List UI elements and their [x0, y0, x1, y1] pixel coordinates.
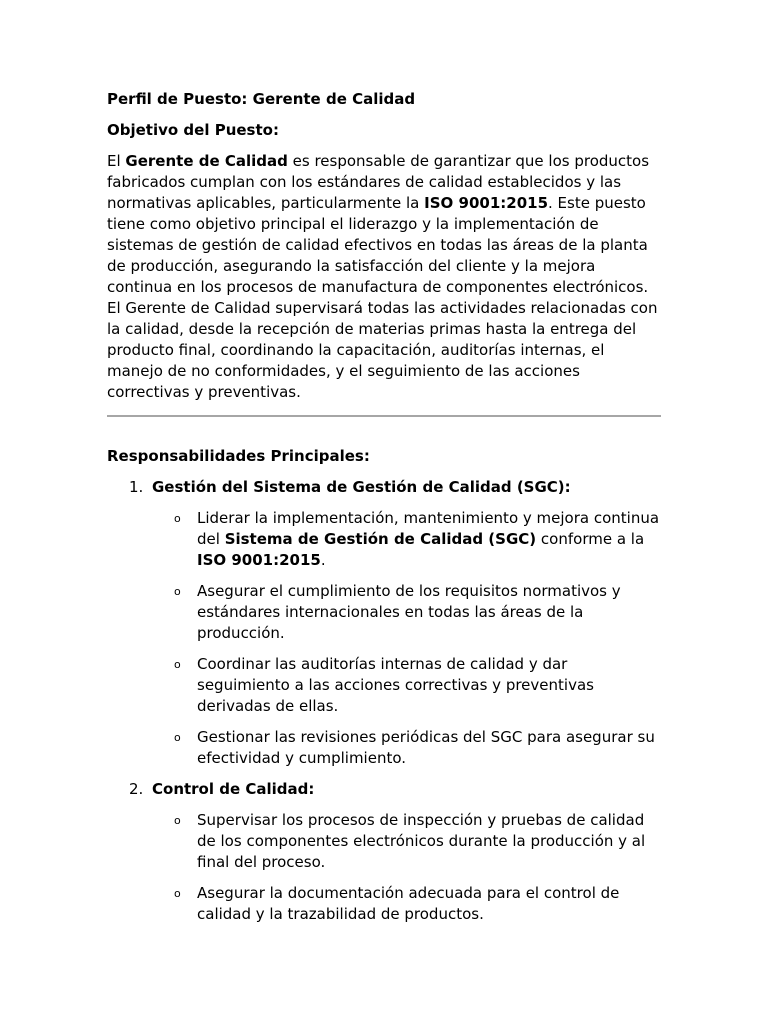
objective-heading: Objetivo del Puesto: — [107, 121, 279, 139]
bullet-marker: o — [174, 658, 181, 671]
item-text: Coordinar las auditorías internas de calidad y dar seguimiento a las acciones correctivas y preventivas derivadas de ellas. — [197, 655, 594, 715]
item-text: Asegurar la documentación adecuada para el control de calidad y la trazabilidad de productos. — [197, 884, 620, 923]
bullet-list — [107, 508, 663, 769]
section-number: 1. — [129, 478, 144, 496]
document-body — [107, 89, 663, 935]
objective-paragraph — [107, 151, 663, 403]
objective-text-2: es responsable de garantizar que los productos fabricados cumplan con los estándares de calidad establecidos y las normativas aplicables, particularmente la — [107, 152, 650, 212]
objective-text-3: . Este puesto tiene como objetivo principal el liderazgo y la implementación de sistemas de gestión de calidad efectivos en todas las áreas de la planta de producción, asegurando la satisfacción del cliente y la mejora continua en los procesos de manufactura de componentes electrónicos. El Gerente de Calidad supervisará todas las actividades relacionadas con la calidad, desde la recepción de materias primas hasta la entrega del producto final, coordinando la capacitación, auditorías internas, el manejo de no conformidades, y el seguimiento de las acciones correctivas y preventivas. — [107, 194, 658, 401]
item-text: Gestionar las revisiones periódicas del SGC para asegurar su efectividad y cumplimiento. — [197, 728, 655, 767]
list-item — [107, 883, 663, 925]
section-title: Gestión del Sistema de Gestión de Calidad (SGC): — [152, 478, 571, 496]
objective-bold-iso: ISO 9001:2015 — [424, 194, 549, 212]
bullet-marker: o — [174, 512, 181, 525]
item-text-3: . — [320, 551, 326, 569]
section-quality-control — [107, 779, 663, 925]
bullet-marker: o — [174, 887, 181, 900]
item-text: Supervisar los procesos de inspección y pruebas de calidad de los componentes electrónicos durante la producción y al final del proceso. — [197, 811, 646, 871]
item-text-2: conforme a la — [536, 530, 645, 548]
list-item — [107, 810, 663, 873]
bullet-marker: o — [174, 731, 181, 744]
objective-bold-role: Gerente de Calidad — [125, 152, 288, 170]
objective-text-1: El — [107, 152, 126, 170]
section-title: Control de Calidad: — [152, 780, 315, 798]
item-bold-iso: ISO 9001:2015 — [197, 551, 321, 569]
section-divider — [107, 415, 661, 417]
bullet-list — [107, 810, 663, 925]
bullet-marker: o — [174, 585, 181, 598]
responsibilities-heading: Responsabilidades Principales: — [107, 447, 370, 465]
section-number: 2. — [129, 780, 144, 798]
list-item — [107, 654, 663, 717]
list-item — [107, 581, 663, 644]
document-title: Perfil de Puesto: Gerente de Calidad — [107, 90, 416, 108]
bullet-marker: o — [174, 814, 181, 827]
item-text-1: Liderar la implementación, mantenimiento y mejora continua del — [197, 509, 660, 548]
section-sgc — [107, 477, 663, 769]
list-item — [107, 508, 663, 571]
item-text: Asegurar el cumplimiento de los requisitos normativos y estándares internacionales en todas las áreas de la producción. — [197, 582, 621, 642]
item-bold-sgc: Sistema de Gestión de Calidad (SGC) — [224, 530, 537, 548]
list-item — [107, 727, 663, 769]
